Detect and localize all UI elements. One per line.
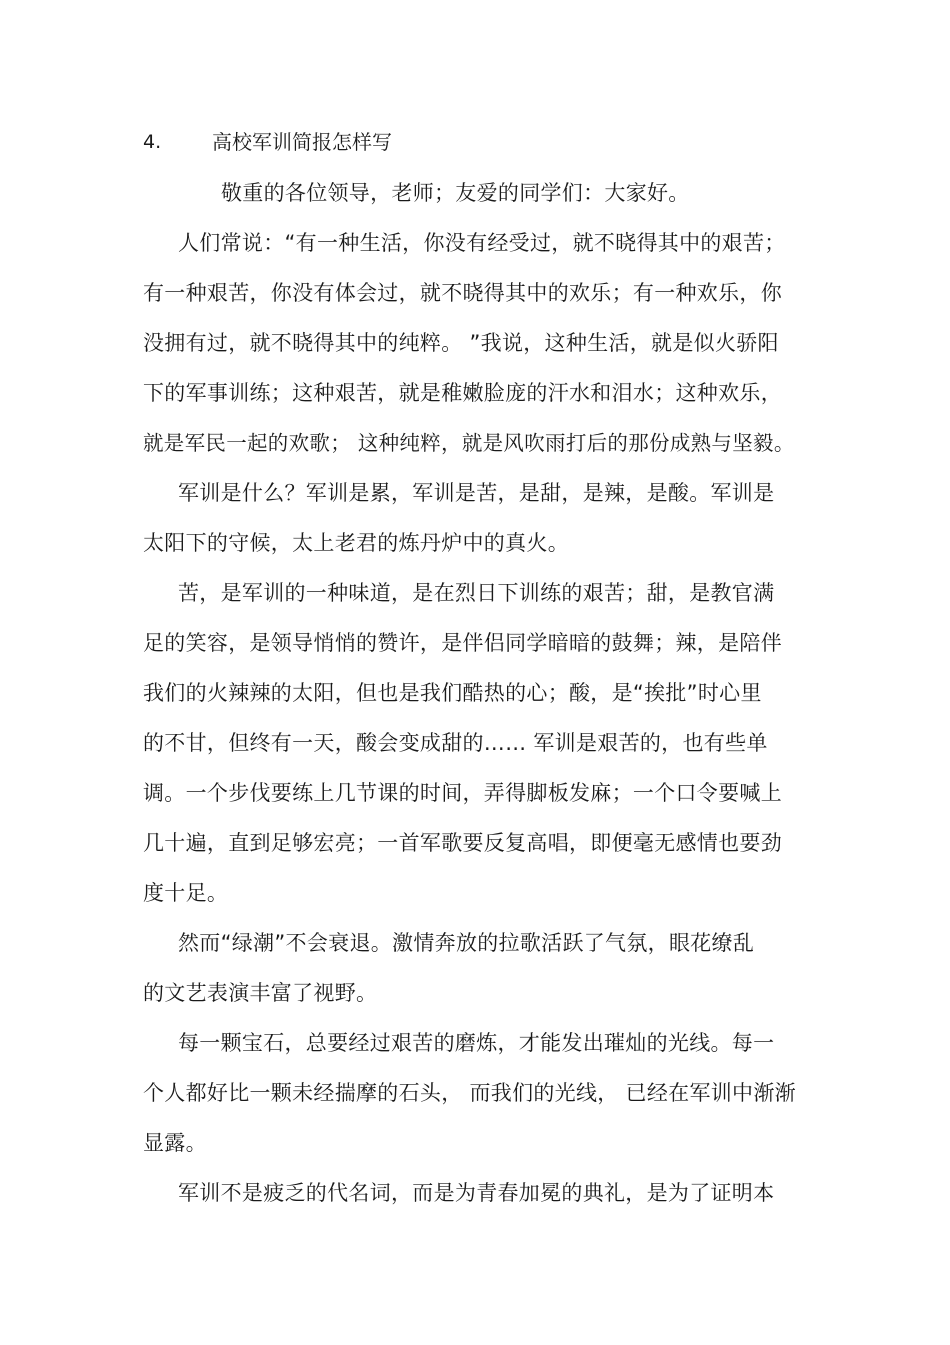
paragraph-line: 每一颗宝石，总要经过艰苦的磨炼，才能发出璀灿的光线。每一 xyxy=(178,1031,775,1055)
paragraph-line: 的文艺表演丰富了视野。 xyxy=(143,981,378,1005)
section-title: 高校军训简报怎样写 xyxy=(212,130,392,154)
paragraph-line: 军训是什么？军训是累，军训是苦，是甜，是辣，是酸。军训是 xyxy=(178,481,775,505)
paragraph-line: 太阳下的守候，太上老君的炼丹炉中的真火。 xyxy=(143,531,569,555)
paragraph-line: 苦，是军训的一种味道，是在烈日下训练的艰苦；甜，是教官满 xyxy=(178,581,775,605)
paragraph-line: 我们的火辣辣的太阳，但也是我们酷热的心；酸，是“挨批”时心里 xyxy=(143,681,762,705)
paragraph-line: 个人都好比一颗未经揣摩的石头， 而我们的光线， 已经在军训中渐渐 xyxy=(143,1081,796,1105)
paragraph-line: 然而“绿潮”不会衰退。激情奔放的拉歌活跃了气氛，眼花缭乱 xyxy=(178,931,755,955)
paragraph-line: 调。一个步伐要练上几节课的时间，弄得脚板发麻；一个口令要喊上 xyxy=(143,781,782,805)
paragraph-line: 几十遍，直到足够宏亮；一首军歌要反复高唱，即便毫无感情也要劲 xyxy=(143,831,782,855)
paragraph-line: 度十足。 xyxy=(143,881,229,905)
paragraph-line: 没拥有过，就不晓得其中的纯粹。 ”我说，这种生活，就是似火骄阳 xyxy=(143,331,779,355)
paragraph-line: 就是军民一起的欢歌； 这种纯粹，就是风吹雨打后的那份成熟与坚毅。 xyxy=(143,431,795,455)
greeting-line: 敬重的各位领导，老师；友爱的同学们：大家好。 xyxy=(221,181,690,205)
paragraph-line: 显露。 xyxy=(143,1131,207,1155)
paragraph-line: 足的笑容，是领导悄悄的赞许，是伴侣同学暗暗的鼓舞；辣，是陪伴 xyxy=(143,631,782,655)
paragraph-line: 有一种艰苦，你没有体会过，就不晓得其中的欢乐；有一种欢乐，你 xyxy=(143,281,782,305)
paragraph-line: 下的军事训练；这种艰苦，就是稚嫩脸庞的汗水和泪水；这种欢乐， xyxy=(143,381,782,405)
paragraph-line: 军训不是疲乏的代名词，而是为青春加冕的典礼，是为了证明本 xyxy=(178,1181,775,1205)
section-number: 4. xyxy=(143,131,162,153)
paragraph-line: 的不甘，但终有一天，酸会变成甜的…… 军训是艰苦的，也有些单 xyxy=(143,731,768,755)
paragraph-line: 人们常说：“有一种生活，你没有经受过，就不晓得其中的艰苦； xyxy=(178,231,786,255)
